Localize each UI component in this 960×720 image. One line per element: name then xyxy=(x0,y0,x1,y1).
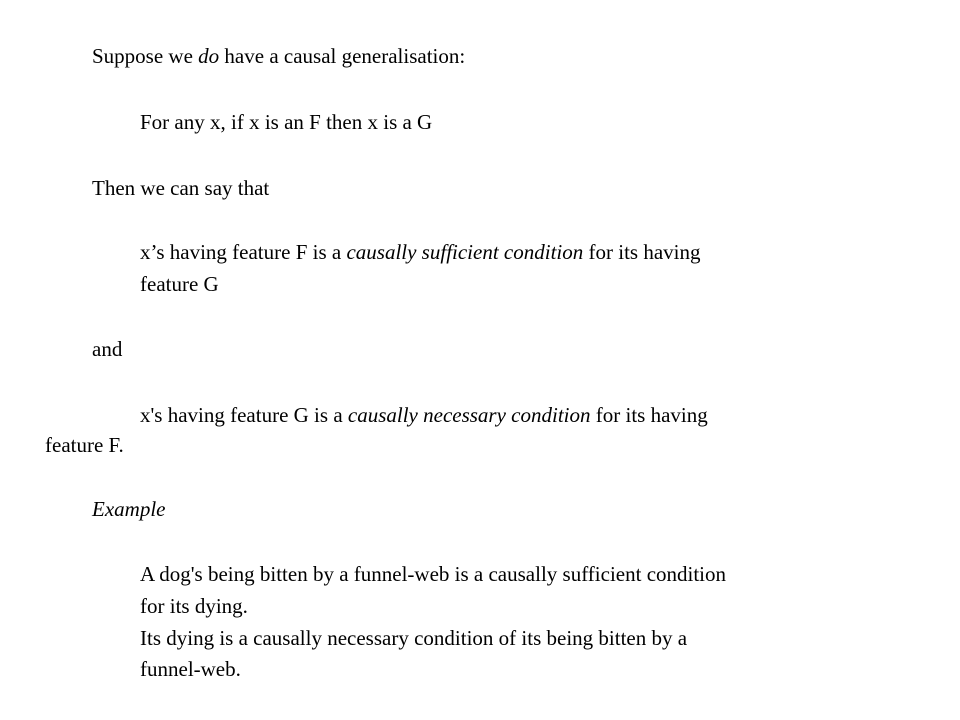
example-line-2: for its dying. xyxy=(140,594,248,618)
necessary-text-after: for its having xyxy=(590,403,708,427)
intro-emphasis: do xyxy=(198,44,220,68)
intro-text-before: Suppose we xyxy=(92,44,199,68)
example-line-4: funnel-web. xyxy=(140,657,241,681)
necessary-continuation: feature F. xyxy=(45,433,124,457)
sufficient-emphasis: causally sufficient condition xyxy=(346,240,584,264)
intro-text-after: have a causal generalisation: xyxy=(219,44,466,68)
example-heading-text: Example xyxy=(92,497,166,521)
necessary-emphasis: causally necessary condition xyxy=(347,403,591,427)
and-line: and xyxy=(92,337,123,361)
necessary-line xyxy=(140,403,708,427)
sufficient-text-after: for its having xyxy=(583,240,701,264)
sufficient-line xyxy=(140,240,700,264)
intro-line xyxy=(92,44,465,68)
generalisation-statement: For any x, if x is an F then x is a G xyxy=(140,110,433,134)
then-line: Then we can say that xyxy=(92,176,270,200)
example-line-1: A dog's being bitten by a funnel-web is a causally sufficient condition xyxy=(140,562,727,586)
sufficient-continuation: feature G xyxy=(140,272,219,296)
necessary-text-before: x's having feature G is a xyxy=(140,403,348,427)
example-heading xyxy=(92,497,165,521)
sufficient-text-before: x’s having feature F is a xyxy=(140,240,347,264)
example-line-3: Its dying is a causally necessary condition of its being bitten by a xyxy=(140,626,688,650)
